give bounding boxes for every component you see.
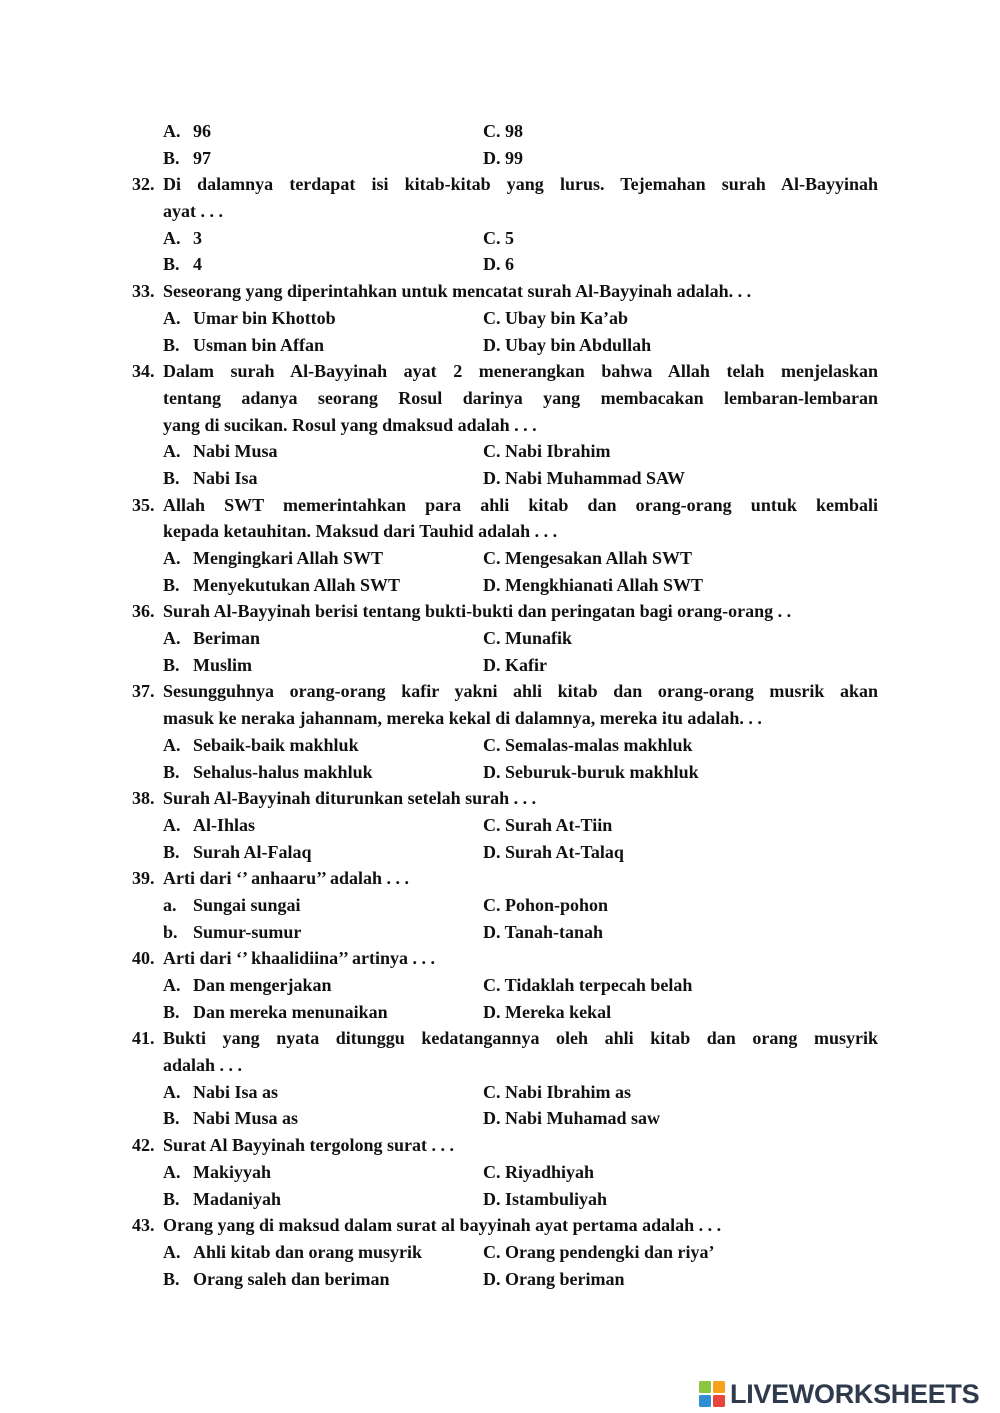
question-text: Allah SWT memerintahkan para ahli kitab dan orang-orang untuk kembali [163, 494, 878, 515]
option-label: A. [163, 548, 181, 568]
option-right[interactable]: D. Surah At-Talaq [483, 841, 624, 862]
question-number: 36. [132, 601, 155, 622]
question-text: Surah Al-Bayyinah diturunkan setelah surah . . . [163, 788, 537, 809]
option-left[interactable] [163, 118, 211, 145]
option-right[interactable]: C. 98 [483, 121, 523, 141]
option-left[interactable] [163, 438, 278, 465]
option-label: A. [163, 441, 181, 462]
question-line [0, 385, 1000, 412]
option-right[interactable]: C. Mengesakan Allah SWT [483, 548, 693, 568]
option-right[interactable]: C. Nabi Ibrahim as [483, 1081, 632, 1102]
option-left[interactable] [163, 225, 202, 252]
question-number: 41. [132, 1028, 155, 1049]
question-text: Orang yang di maksud dalam surat al bayyinah ayat pertama adalah . . . [163, 1215, 722, 1236]
question-line [0, 171, 1000, 198]
question-line [0, 492, 1000, 519]
question-text: Bukti yang nyata ditunggu kedatangannya oleh ahli kitab dan orang musyrik [163, 1028, 878, 1049]
option-left[interactable] [163, 625, 260, 652]
option-row [0, 305, 1000, 332]
option-right[interactable]: D. 6 [483, 254, 514, 275]
question-line [0, 518, 1000, 545]
question-text: Seseorang yang diperintahkan untuk mencatat surah Al-Bayyinah adalah. . . [163, 281, 752, 302]
option-left[interactable] [163, 332, 324, 359]
question-line [0, 1052, 1000, 1079]
question-block [0, 598, 1000, 678]
option-right[interactable]: C. Munafik [483, 628, 573, 649]
question-number: 40. [132, 948, 155, 969]
option-label: a. [163, 894, 177, 915]
option-label: B. [163, 841, 180, 862]
option-text: Nabi Isa [193, 467, 258, 488]
option-text: 97 [193, 147, 211, 168]
option-left[interactable] [163, 545, 383, 572]
question-line [0, 278, 1000, 305]
option-label: b. [163, 921, 178, 942]
option-row [0, 1079, 1000, 1106]
question-number: 35. [132, 494, 155, 515]
question-line [0, 785, 1000, 812]
question-line [0, 598, 1000, 625]
option-text: Beriman [193, 628, 260, 649]
option-label: B. [163, 1001, 180, 1022]
option-label: B. [163, 574, 180, 595]
option-text: Sumur-sumur [193, 921, 302, 942]
option-row [0, 118, 1000, 145]
option-label: A. [163, 1161, 181, 1182]
option-right[interactable]: D. Seburuk-buruk makhluk [483, 761, 699, 782]
option-left[interactable] [163, 305, 336, 332]
option-label: B. [163, 1188, 180, 1209]
option-right[interactable]: C. Riyadhiyah [483, 1161, 595, 1182]
liveworksheets-logo[interactable] [698, 1378, 979, 1410]
question-number: 37. [132, 681, 155, 702]
question-text: Surah Al-Bayyinah berisi tentang bukti-bukti dan peringatan bagi orang-orang . . [163, 601, 792, 622]
option-label: B. [163, 334, 180, 355]
option-left[interactable] [163, 652, 252, 679]
option-right[interactable]: D. Tanah-tanah [483, 921, 604, 942]
option-row [0, 251, 1000, 278]
logo-text: LIVEWORKSHEETS [730, 1378, 980, 1409]
question-text: Arti dari ‘’ khaalidiina’’ artinya . . . [163, 948, 435, 969]
option-text: Nabi Isa as [193, 1081, 279, 1102]
option-left[interactable] [163, 251, 202, 278]
option-row [0, 1186, 1000, 1213]
option-text: Usman bin Affan [193, 334, 325, 355]
question-line [0, 705, 1000, 732]
liveworksheets-logo-icon [698, 1379, 728, 1409]
option-label: A. [163, 307, 181, 328]
option-row [0, 1239, 1000, 1266]
option-left[interactable] [163, 759, 373, 786]
option-right[interactable]: C. Ubay bin Ka’ab [483, 307, 629, 328]
option-row [0, 1159, 1000, 1186]
option-left[interactable] [163, 839, 312, 866]
option-row [0, 732, 1000, 759]
option-left[interactable] [163, 892, 301, 919]
question-text: ayat . . . [163, 201, 223, 222]
option-left[interactable] [163, 145, 211, 172]
option-label: B. [163, 147, 180, 168]
option-left[interactable] [163, 1239, 422, 1266]
question-line [0, 678, 1000, 705]
question-block [0, 865, 1000, 945]
option-left[interactable] [163, 1186, 281, 1213]
question-number: 34. [132, 361, 155, 382]
question-block [0, 1212, 1000, 1292]
option-right[interactable]: D. Ubay bin Abdullah [483, 334, 652, 355]
option-text: Sehalus-halus makhluk [193, 761, 373, 782]
option-row [0, 438, 1000, 465]
option-text: Orang saleh dan beriman [193, 1268, 390, 1289]
question-block [0, 171, 1000, 278]
option-row [0, 972, 1000, 999]
option-text: Ahli kitab dan orang musyrik [193, 1241, 423, 1262]
option-row [0, 1105, 1000, 1132]
option-left[interactable] [163, 972, 332, 999]
option-row [0, 839, 1000, 866]
question-number: 43. [132, 1215, 155, 1236]
option-right[interactable]: D. Nabi Muhamad saw [483, 1108, 661, 1129]
option-right[interactable]: C. Pohon-pohon [483, 894, 609, 915]
option-right[interactable]: C. Orang pendengki dan riya’ [483, 1241, 715, 1262]
option-text: Dan mereka menunaikan [193, 1001, 388, 1022]
option-right[interactable]: D. Nabi Muhammad SAW [483, 467, 686, 488]
option-right[interactable]: D. Kafir [483, 654, 547, 675]
option-text: Madaniyah [193, 1188, 282, 1209]
option-row [0, 625, 1000, 652]
question-line [0, 198, 1000, 225]
option-left[interactable] [163, 1079, 278, 1106]
option-row [0, 572, 1000, 599]
option-text: Mengingkari Allah SWT [193, 548, 384, 568]
option-left[interactable] [163, 572, 400, 599]
question-text: Di dalamnya terdapat isi kitab-kitab yang lurus. Tejemahan surah Al-Bayyinah [163, 174, 878, 195]
option-text: Sungai sungai [193, 894, 301, 915]
option-label: A. [163, 814, 181, 835]
question-number: 33. [132, 281, 155, 302]
question-block [0, 492, 1000, 599]
option-row [0, 999, 1000, 1026]
question-text: adalah . . . [163, 1055, 243, 1076]
question-block [0, 785, 1000, 865]
option-label: B. [163, 1268, 180, 1289]
option-row [0, 812, 1000, 839]
option-right[interactable]: C. Nabi Ibrahim [483, 441, 611, 462]
option-row [0, 225, 1000, 252]
option-label: A. [163, 975, 181, 995]
option-right[interactable]: C. Surah At-Tiin [483, 814, 613, 835]
option-text: Surah Al-Falaq [193, 841, 312, 862]
option-right[interactable]: C. Tidaklah terpecah belah [483, 975, 693, 995]
question-number: 42. [132, 1135, 155, 1156]
option-text: 96 [193, 121, 211, 141]
option-label: B. [163, 761, 180, 782]
question-text: masuk ke neraka jahannam, mereka kekal di dalamnya, mereka itu adalah. . . [163, 708, 762, 729]
option-row [0, 145, 1000, 172]
question-number: 32. [132, 174, 155, 195]
option-right[interactable]: C. 5 [483, 227, 514, 248]
option-text: Nabi Musa [193, 441, 278, 462]
question-text: yang di sucikan. Rosul yang dmaksud adalah . . . [163, 414, 537, 435]
option-right[interactable]: D. 99 [483, 147, 523, 168]
question-line [0, 412, 1000, 439]
option-text: 4 [193, 254, 202, 275]
question-line [0, 358, 1000, 385]
option-left[interactable] [163, 1105, 298, 1132]
question-block [0, 278, 1000, 358]
option-row [0, 1266, 1000, 1293]
question-text: tentang adanya seorang Rosul darinya yang membacakan lembaran-lembaran [163, 387, 878, 408]
option-row [0, 919, 1000, 946]
option-label: B. [163, 654, 180, 675]
option-text: Dan mengerjakan [193, 975, 332, 995]
option-text: Muslim [193, 654, 253, 675]
option-row [0, 759, 1000, 786]
option-right[interactable]: D. Mengkhianati Allah SWT [483, 574, 704, 595]
question-block [0, 1132, 1000, 1212]
option-right[interactable]: D. Istambuliyah [483, 1188, 608, 1209]
option-label: B. [163, 467, 180, 488]
option-text: Menyekutukan Allah SWT [193, 574, 401, 595]
option-label: A. [163, 121, 181, 141]
option-left[interactable] [163, 1266, 390, 1293]
worksheet-page [0, 118, 1000, 1292]
option-text: Umar bin Khottob [193, 307, 336, 328]
question-text: Sesungguhnya orang-orang kafir yakni ahli kitab dan orang-orang musrik akan [163, 681, 878, 702]
option-row [0, 892, 1000, 919]
question-block [0, 945, 1000, 1025]
option-left[interactable] [163, 812, 255, 839]
option-text: Makiyyah [193, 1161, 272, 1182]
option-text: Sebaik-baik makhluk [193, 734, 359, 755]
question-text: Dalam surah Al-Bayyinah ayat 2 menerangkan bahwa Allah telah menjelaskan [163, 361, 878, 382]
question-block [0, 1025, 1000, 1132]
question-line [0, 1212, 1000, 1239]
option-label: A. [163, 734, 181, 755]
question-line [0, 865, 1000, 892]
option-right[interactable]: D. Mereka kekal [483, 1001, 612, 1022]
question-line [0, 945, 1000, 972]
question-line [0, 1132, 1000, 1159]
question-text: Arti dari ‘’ anhaaru’’ adalah . . . [163, 868, 409, 889]
question-block [0, 358, 1000, 491]
question-block [0, 678, 1000, 785]
option-left[interactable] [163, 1159, 271, 1186]
question-number: 39. [132, 868, 155, 889]
option-label: B. [163, 254, 180, 275]
option-label: A. [163, 1241, 181, 1262]
option-left[interactable] [163, 732, 359, 759]
question-number: 38. [132, 788, 155, 809]
option-row [0, 652, 1000, 679]
option-text: Al-Ihlas [193, 814, 256, 835]
option-label: B. [163, 1108, 180, 1129]
option-right[interactable]: C. Semalas-malas makhluk [483, 734, 693, 755]
option-row [0, 545, 1000, 572]
option-text: 3 [193, 227, 202, 248]
option-text: Nabi Musa as [193, 1108, 299, 1129]
option-left[interactable] [163, 465, 258, 492]
option-label: A. [163, 227, 181, 248]
option-row [0, 465, 1000, 492]
question-text: kepada ketauhitan. Maksud dari Tauhid adalah . . . [163, 521, 558, 542]
option-label: A. [163, 628, 181, 649]
question-line [0, 1025, 1000, 1052]
option-left[interactable] [163, 919, 301, 946]
option-row [0, 332, 1000, 359]
option-left[interactable] [163, 999, 388, 1026]
option-label: A. [163, 1081, 181, 1102]
question-text: Surat Al Bayyinah tergolong surat . . . [163, 1135, 455, 1156]
option-right[interactable]: D. Orang beriman [483, 1268, 625, 1289]
